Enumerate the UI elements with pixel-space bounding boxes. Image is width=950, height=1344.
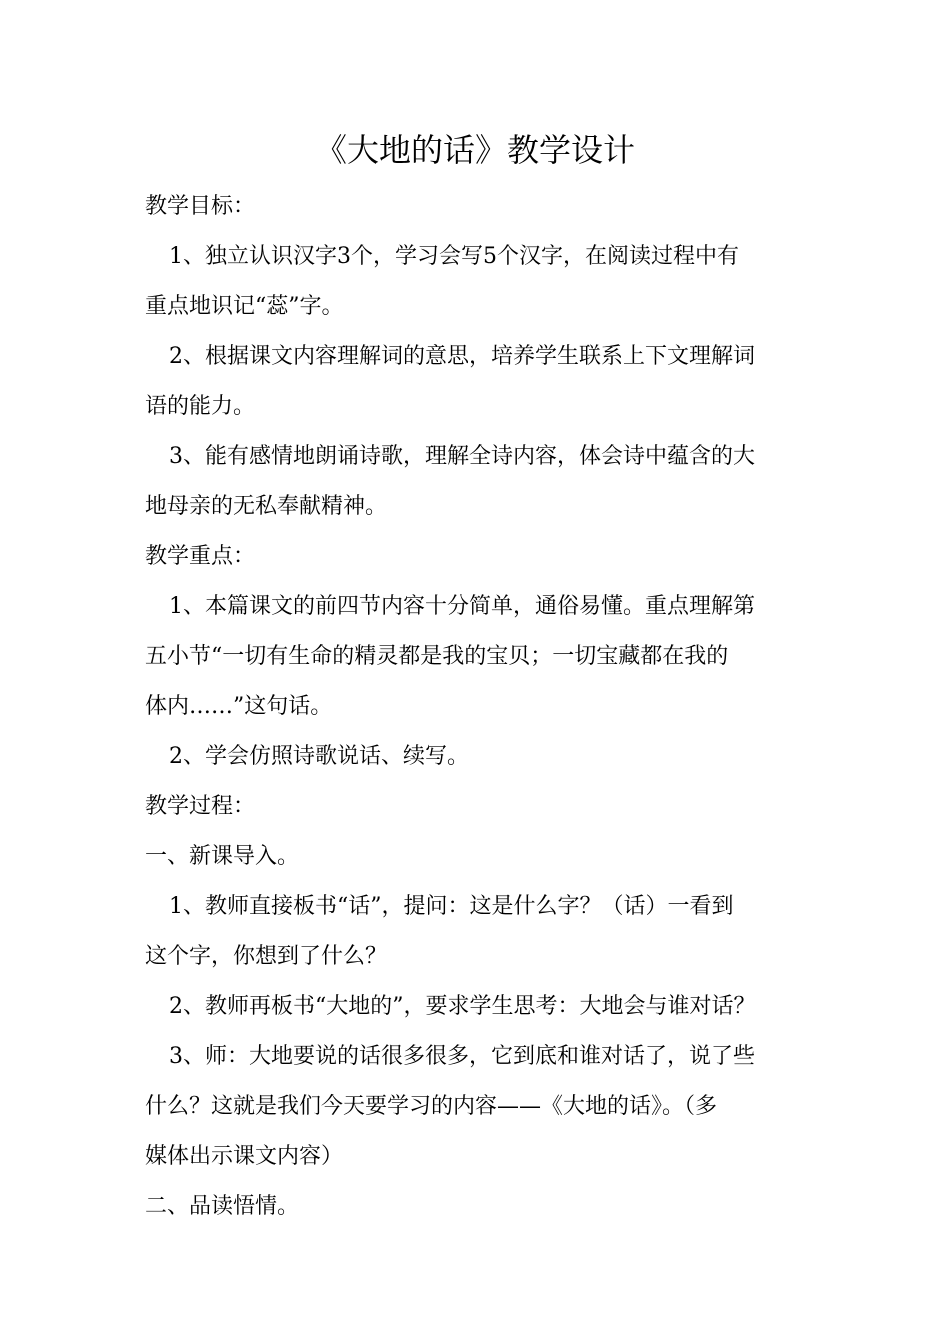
paragraph-line: 2、教师再板书“大地的”，要求学生思考：大地会与谁对话？ (169, 994, 756, 1019)
paragraph-line: 语的能力。 (145, 394, 256, 419)
paragraph-line: 1、本篇课文的前四节内容十分简单，通俗易懂。重点理解第 (169, 594, 755, 619)
paragraph-line: 这个字，你想到了什么？ (145, 944, 388, 969)
paragraph-line: 地母亲的无私奉献精神。 (145, 494, 388, 519)
paragraph-line: 一、新课导入。 (145, 844, 300, 869)
paragraph-line: 体内……”这句话。 (145, 694, 333, 719)
paragraph-line: 3、师：大地要说的话很多很多，它到底和谁对话了，说了些 (169, 1044, 755, 1069)
paragraph-line: 3、能有感情地朗诵诗歌，理解全诗内容，体会诗中蕴含的大 (169, 444, 755, 469)
paragraph-line: 媒体出示课文内容） (145, 1144, 344, 1169)
paragraph-line: 什么？这就是我们今天要学习的内容——《大地的话》。（多 (145, 1094, 718, 1119)
paragraph-line: 重点地识记“蕊”字。 (145, 294, 344, 319)
paragraph-line: 1、教师直接板书“话”，提问：这是什么字？（话）一看到 (169, 894, 734, 919)
paragraph-line: 1、独立认识汉字3个，学习会写5个汉字，在阅读过程中有 (169, 244, 739, 269)
paragraph-line: 五小节“一切有生命的精灵都是我的宝贝；一切宝藏都在我的 (145, 644, 729, 669)
document-body (145, 182, 825, 1232)
paragraph-line: 教学目标： (145, 194, 256, 219)
paragraph-line: 教学过程： (145, 794, 256, 819)
paragraph-line: 2、学会仿照诗歌说话、续写。 (169, 744, 469, 769)
paragraph-line: 二、品读悟情。 (145, 1194, 300, 1219)
document-title: 《大地的话》教学设计 (314, 131, 635, 169)
paragraph-line: 教学重点： (145, 544, 256, 569)
paragraph-line: 2、根据课文内容理解词的意思，培养学生联系上下文理解词 (169, 344, 755, 369)
